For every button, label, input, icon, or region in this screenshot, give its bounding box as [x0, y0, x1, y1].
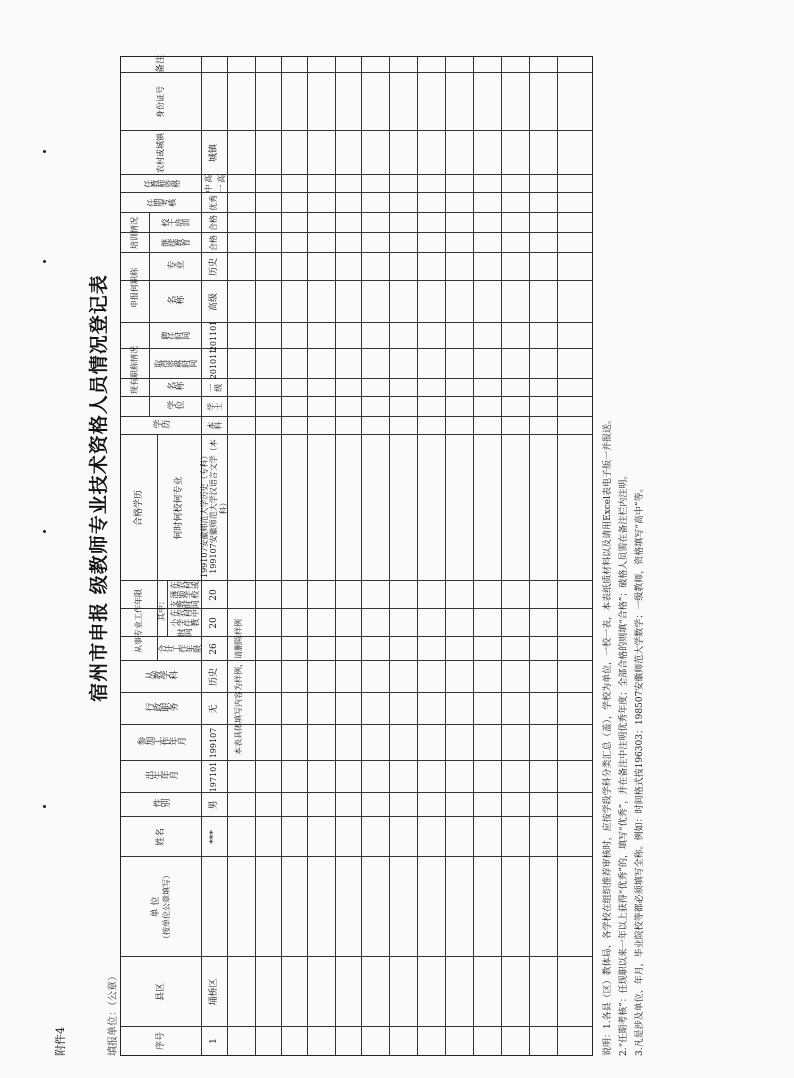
header-rural-teaching: 在农村或薄弱学校支教时间	[170, 580, 198, 609]
row1-edu	[201, 435, 227, 581]
header-edu-group: 合格学历	[133, 490, 144, 527]
row1-total-years: 26	[208, 643, 219, 655]
header-remark: 备注	[155, 54, 166, 73]
header-get-time: 取得资格时间	[154, 359, 196, 369]
header-gender: 性别	[153, 799, 169, 810]
header-birth: 出生年月	[145, 771, 177, 782]
header-assessment: 任期考核	[147, 198, 175, 208]
row1-cert-rank: 高中	[204, 174, 211, 193]
header-apply-major: 专业	[167, 261, 183, 272]
header-work-start: 参加工作年月	[137, 737, 185, 748]
registration-table	[120, 56, 593, 1056]
note-line-1: 说明：1.各县（区）教体局、各学校在组织推荐审核时，应按学段学科分类汇总（盖），学校为单位，一校一表，本表纸质材料以及请用Excel表电子版一并报送。	[603, 415, 613, 1056]
note-line-3: 3.凡是涉及单位、年月，毕业院校等都必须填写全称。例如：时间格式按196303；198507安徽师范大学数学；一级教师，资格填写“高中”等。	[635, 483, 645, 1056]
header-rural-town: 农村或城镇	[156, 133, 166, 173]
header-seq: 序号	[155, 1032, 166, 1051]
header-edu-detail: 何时何校何专业	[173, 476, 184, 540]
header-admin-post: 行政职务	[145, 703, 177, 714]
header-unit-note: （按单位公章填写）	[161, 871, 171, 943]
header-id-no: 身份证号	[156, 86, 166, 118]
header-current-title-group: 现有职称情况	[130, 346, 140, 394]
scan-speck	[43, 260, 46, 263]
row1-edu-line1: 199107安徽师范大学历史（专科）	[199, 451, 209, 578]
header-apply-group: 申报何职称	[130, 268, 140, 308]
header-xuewei: 学位	[167, 401, 183, 412]
row1-rural-years: 20	[208, 617, 219, 629]
header-backbone: 校干培训	[161, 218, 189, 228]
row1-backbone: 合格	[209, 215, 219, 231]
row1-cert-rank2: 高一	[217, 174, 224, 193]
header-unit	[121, 857, 201, 957]
row1-apply-name: 高级	[208, 293, 219, 312]
header-subject: 从教学科	[145, 671, 177, 682]
row1-gender: 男	[208, 800, 219, 810]
attachment-label: 附件4	[54, 1027, 67, 1056]
row1-subject: 历史	[208, 668, 219, 687]
row1-get-time: 201011	[209, 348, 219, 380]
scan-speck	[43, 805, 46, 808]
header-unit-label: 单 位	[150, 896, 161, 918]
header-title-name: 名称	[167, 382, 183, 393]
header-among: 其中：	[157, 597, 167, 621]
note-line-2: 2.“任期考核”：任现职以来一年以上获得“优秀”的，填写“优秀”，并在备注中注明优秀年度；全部合格的则填“合格”；破格人员需在备注栏内注明。	[619, 470, 629, 1056]
document-title: 宿州市申报 级教师专业技术资格人员情况登记表	[88, 274, 110, 702]
scan-speck	[43, 150, 46, 153]
row1-seq: 1	[208, 1038, 219, 1044]
row1-rural-teaching: 20	[208, 589, 219, 601]
row1-rural-town: 城镇	[208, 144, 219, 163]
row1-name: ***	[208, 830, 219, 844]
row1-title-name: 一级	[207, 383, 221, 393]
header-hire-time: 聘任时间	[161, 331, 189, 341]
row1-county: 埇桥区	[208, 978, 219, 1006]
header-rural-years: 在农村中小学任教时间	[170, 608, 198, 637]
fill-unit-label: 填报单位：（公章）	[108, 971, 119, 1056]
row1-degree: 本科	[207, 421, 221, 431]
header-degree: 学历	[153, 420, 169, 431]
header-total-years: 合计工作年限	[158, 644, 200, 654]
notes-section	[600, 36, 648, 1056]
scan-speck	[43, 530, 46, 533]
header-cert-rank: 任教师资格	[143, 179, 179, 189]
row1-admin-post: 无	[208, 704, 219, 714]
row1-apply-major: 历史	[208, 258, 219, 277]
sample-note: 本表具体填写内容为样例，请删除样例	[234, 619, 243, 755]
header-apply-name: 名称	[167, 296, 183, 307]
header-name: 姓名	[155, 828, 166, 847]
row1-assessment: 优秀	[209, 195, 219, 211]
row1-hire-time: 201101	[209, 320, 219, 352]
header-continuing: 继续教育	[161, 238, 189, 248]
row1-birth: 197101	[209, 761, 219, 793]
header-work-years-group: 从事专业工作年限	[134, 589, 144, 653]
row1-work-start: 199107	[209, 727, 219, 759]
row1-edu-line2: 199107安徽师范大学汉语言文学（本科）	[209, 439, 228, 574]
header-county: 县区	[155, 983, 166, 1002]
header-training-group: 培训情况	[130, 217, 140, 249]
row1-continuing: 合格	[209, 235, 219, 251]
row1-xuewei: 学士	[207, 402, 221, 412]
